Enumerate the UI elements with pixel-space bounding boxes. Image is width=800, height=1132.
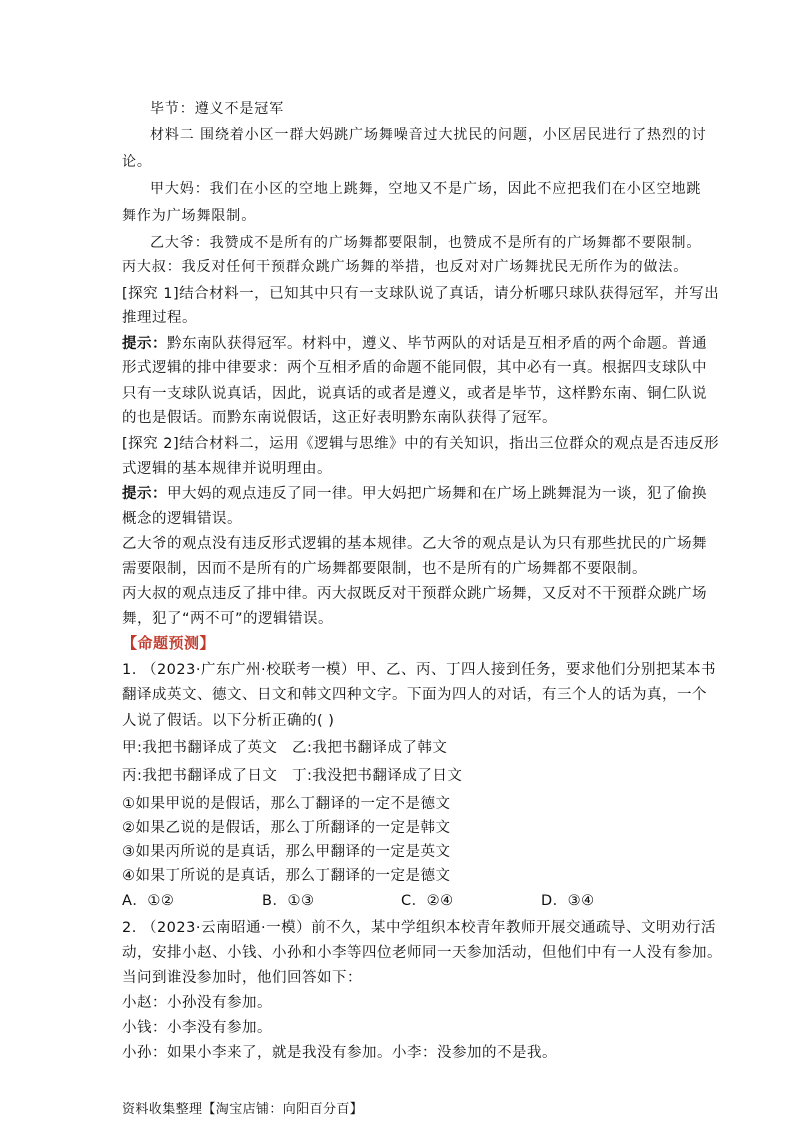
hint-label: 提示：	[122, 486, 167, 502]
explore1-question-line2: 推理过程。	[122, 310, 197, 326]
q2-line3: 当问到谁没参加时，他们回答如下：	[122, 970, 362, 986]
explore1-answer-line1: 提示：黔东南队获得冠军。材料中，遵义、毕节两队的对话是互相矛盾的两个命题。普通	[122, 336, 707, 352]
q2-answer-zhao: 小赵：小孙没有参加。	[122, 995, 272, 1011]
q1-statement-jia: 甲:我把书翻译成了英文	[122, 740, 278, 756]
q1-statement-bing: 丙:我把书翻译成了日文	[122, 768, 278, 784]
explore2-question-line2: 式逻辑的基本规律并说明理由。	[122, 461, 332, 477]
q2-line2: 动，安排小赵、小钱、小孙和小李等四位老师同一天参加活动，但他们中有一人没有参加。	[122, 945, 722, 961]
explore2-answer-line4: 需要限制，因而不是所有的广场舞都要限制，也不是所有的广场舞都不要限制。	[122, 561, 647, 577]
bijie-line: 毕节：遵义不是冠军	[150, 101, 285, 117]
material2-line1: 材料二 围绕着小区一群大妈跳广场舞噪音过大扰民的问题，小区居民进行了热烈的讨	[150, 127, 707, 143]
q1-line2: 翻译成英文、德文、日文和韩文四种文字。下面为四人的对话，有三个人的话为真，一个	[122, 687, 707, 703]
explore2-answer-line2: 概念的逻辑错误。	[122, 511, 242, 527]
q1-statement-yi: 乙:我把书翻译成了韩文	[292, 740, 448, 756]
footer-source: 资料收集整理【淘宝店铺：向阳百分百】	[122, 1102, 364, 1117]
q1-claim-1: ①如果甲说的是假话，那么丁翻译的一定不是德文	[122, 796, 451, 812]
explore1-answer-line4: 的也是假话。而黔东南说假话，这正好表明黔东南队获得了冠军。	[122, 410, 557, 426]
explore2-answer-line3: 乙大爷的观点没有违反形式逻辑的基本规律。乙大爷的观点是认为只有那些扰民的广场舞	[122, 536, 707, 552]
material2-line2: 论。	[122, 154, 152, 170]
uncle-line: 丙大叔：我反对任何干预群众跳广场舞的举措，也反对对广场舞扰民无所作为的做法。	[122, 259, 689, 275]
aunt-line1: 甲大妈：我们在小区的空地上跳舞，空地又不是广场，因此不应把我们在小区空地跳	[150, 181, 702, 197]
q1-option-b[interactable]: B．①③	[262, 893, 315, 909]
q2-answer-sun-li: 小孙：如果小李来了，就是我没有参加。小李：没参加的不是我。	[122, 1045, 557, 1061]
explore2-answer-line6: 舞，犯了“两不可”的逻辑错误。	[122, 611, 334, 627]
q1-option-a[interactable]: A．①②	[122, 893, 175, 909]
q1-option-d[interactable]: D．③④	[541, 893, 595, 909]
q1-option-c[interactable]: C．②④	[401, 893, 454, 909]
section-title: 【命题预测】	[122, 634, 216, 652]
explore1-answer-line2: 形式逻辑的排中律要求：两个互相矛盾的命题不能同假，其中必有一真。根据四支球队中	[122, 360, 707, 376]
q1-line1: 1. （2023·广东广州·校联考一模）甲、乙、丙、丁四人接到任务，要求他们分别把某本书	[122, 662, 717, 678]
q1-claim-2: ②如果乙说的是假话，那么丁所翻译的一定是韩文	[122, 820, 451, 836]
q1-statement-ding: 丁:我没把书翻译成了日文	[292, 768, 463, 784]
q1-claim-4: ④如果丁所说的是真话，那么丁翻译的一定是德文	[122, 868, 451, 884]
q1-claim-3: ③如果丙所说的是真话，那么甲翻译的一定是英文	[122, 844, 451, 860]
explore2-answer-line1: 提示：甲大妈的观点违反了同一律。甲大妈把广场舞和在广场上跳舞混为一谈，犯了偷换	[122, 486, 707, 502]
grandpa-line: 乙大爷：我赞成不是所有的广场舞都要限制，也赞成不是所有的广场舞都不要限制。	[150, 235, 702, 251]
explore1-question-line1: [探究 1]结合材料一，已知其中只有一支球队说了真话，请分析哪只球队获得冠军，并写出	[122, 286, 720, 302]
explore2-answer-line5: 丙大叔的观点违反了排中律。丙大叔既反对干预群众跳广场舞，又反对不干预群众跳广场	[122, 586, 707, 602]
aunt-line2: 舞作为广场舞限制。	[122, 208, 257, 224]
hint-label: 提示：	[122, 336, 167, 352]
explore1-answer-line3: 只有一支球队说真话，因此，说真话的或者是遵义，或者是毕节，这样黔东南、铜仁队说	[122, 386, 707, 402]
q2-line1: 2. （2023·云南昭通·一模）前不久，某中学组织本校青年教师开展交通疏导、文明劝行活	[122, 920, 717, 936]
explore2-question-line1: [探究 2]结合材料二，运用《逻辑与思维》中的有关知识，指出三位群众的观点是否违反形	[122, 436, 720, 452]
q1-line3: 人说了假话。以下分析正确的( )	[122, 713, 335, 729]
q2-answer-qian: 小钱：小李没有参加。	[122, 1020, 272, 1036]
